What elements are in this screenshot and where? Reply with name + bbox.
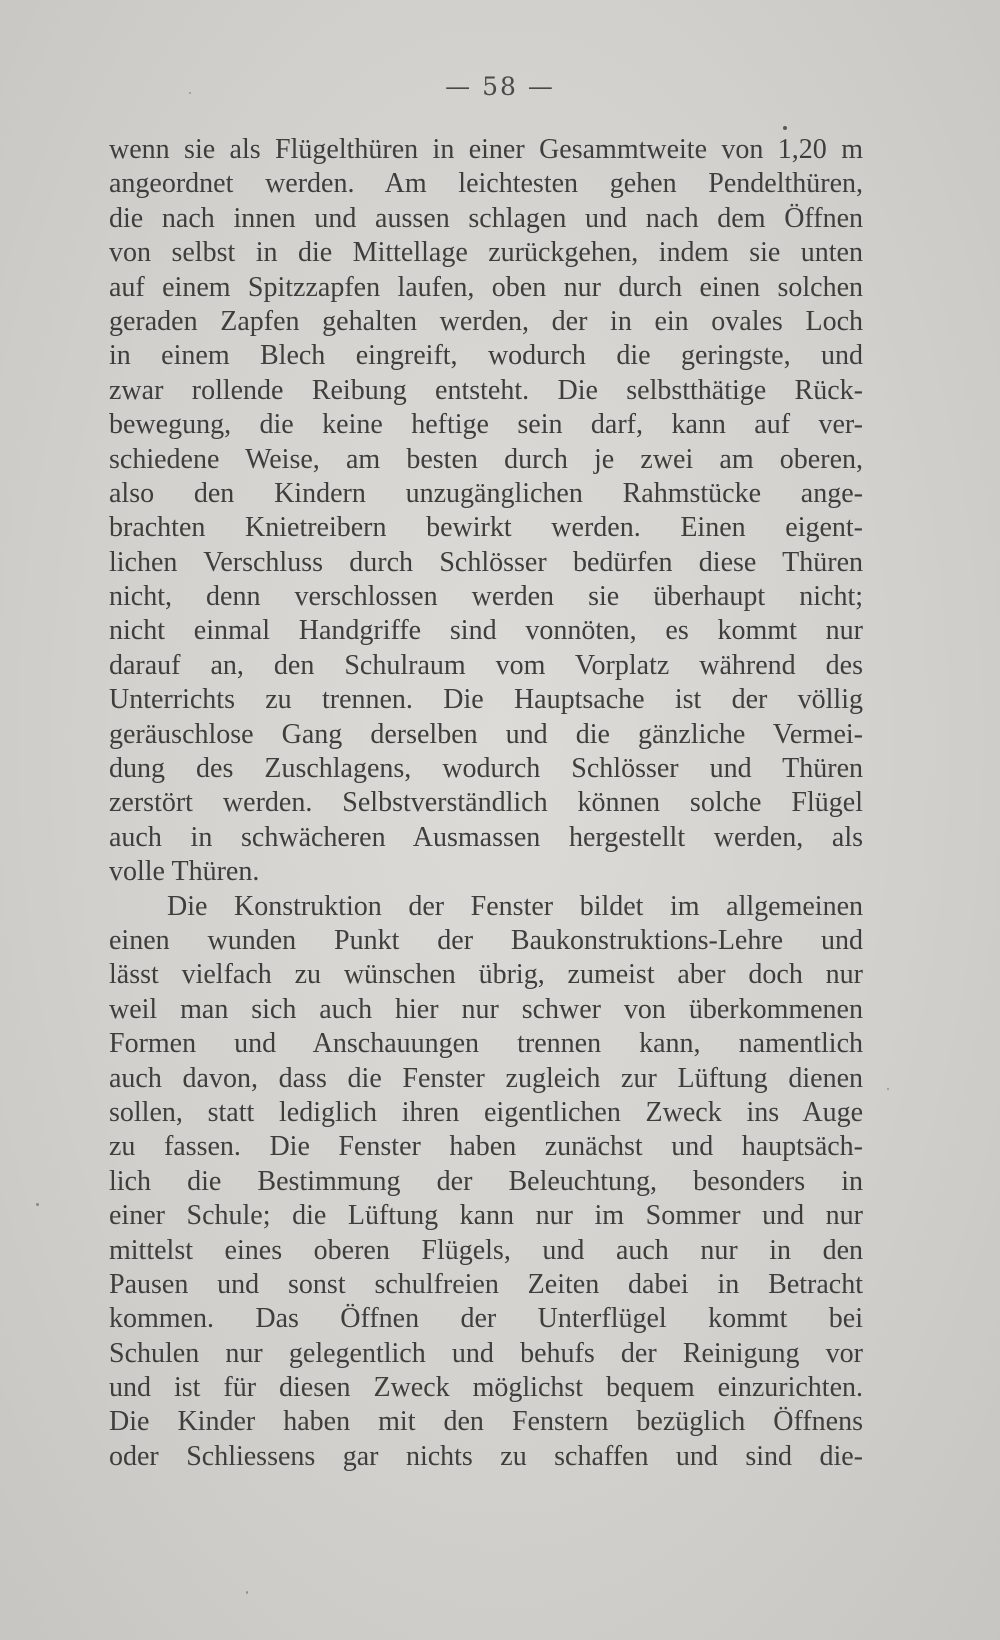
text-line: zerstört werden. Selbstverständlich können solche Flügel <box>109 787 863 819</box>
text-line: zwar rollende Reibung entsteht. Die selbstthätige Rück- <box>109 374 863 406</box>
text-line: weil man sich auch hier nur schwer von überkommenen <box>109 993 863 1025</box>
text-line: geräuschlose Gang derselben und die gänzliche Vermei- <box>109 718 863 750</box>
text-line: brachten Knietreibern bewirkt werden. Einen eigent- <box>109 512 863 544</box>
text-line: lichen Verschluss durch Schlösser bedürfen diese Thüren <box>109 546 863 578</box>
paper-speck <box>887 1088 889 1090</box>
text-line: lich die Bestimmung der Beleuchtung, besonders in <box>109 1165 863 1197</box>
paragraph-start-line: Die Konstruktion der Fenster bildet im allgemeinen <box>167 890 863 922</box>
text-line: Die Kinder haben mit den Fenstern bezüglich Öffnens <box>109 1406 863 1438</box>
text-line: einen wunden Punkt der Baukonstruktions-Lehre und <box>109 924 863 956</box>
text-line: schiedene Weise, am besten durch je zwei am oberen, <box>109 443 863 475</box>
text-line: wenn sie als Flügelthüren in einer Gesammtweite von 1,20 m <box>109 134 863 165</box>
paper-speck <box>36 1203 39 1206</box>
text-line: nicht einmal Handgriffe sind vonnöten, es kommt nur <box>109 615 863 647</box>
text-line: kommen. Das Öffnen der Unterflügel kommt bei <box>109 1303 863 1335</box>
text-line: auch in schwächeren Ausmassen hergestellt werden, als <box>109 821 863 853</box>
body-text <box>109 133 863 1474</box>
text-line: dung des Zuschlagens, wodurch Schlösser und Thüren <box>109 753 863 785</box>
text-line: und ist für diesen Zweck möglichst bequem einzurichten. <box>109 1372 863 1404</box>
text-line: angeordnet werden. Am leichtesten gehen Pendelthüren, <box>109 168 863 200</box>
text-line: die nach innen und aussen schlagen und nach dem Öffnen <box>109 202 863 234</box>
text-line: Formen und Anschauungen trennen kann, namentlich <box>109 1028 863 1060</box>
paper-speck <box>189 92 191 94</box>
text-line: von selbst in die Mittellage zurückgehen, indem sie unten <box>109 237 863 269</box>
text-line: einer Schule; die Lüftung kann nur im Sommer und nur <box>109 1200 863 1232</box>
text-line: zu fassen. Die Fenster haben zunächst und hauptsäch- <box>109 1131 863 1163</box>
text-line: Schulen nur gelegentlich und behufs der Reinigung vor <box>109 1337 863 1369</box>
text-line: auch davon, dass die Fenster zugleich zur Lüftung dienen <box>109 1062 863 1094</box>
paper-speck <box>783 126 787 130</box>
text-line: nicht, denn verschlossen werden sie überhaupt nicht; <box>109 581 863 613</box>
paragraph-end-line: volle Thüren. <box>109 856 260 888</box>
text-line: sollen, statt lediglich ihren eigentlichen Zweck ins Auge <box>109 1096 863 1128</box>
text-line: also den Kindern unzugänglichen Rahmstücke ange- <box>109 477 863 509</box>
text-line: oder Schliessens gar nichts zu schaffen und sind die- <box>109 1440 863 1472</box>
text-line: darauf an, den Schulraum vom Vorplatz während des <box>109 649 863 681</box>
text-line: Pausen und sonst schulfreien Zeiten dabei in Betracht <box>109 1268 863 1300</box>
text-line: lässt vielfach zu wünschen übrig, zumeist aber doch nur <box>109 959 863 991</box>
text-line: Unterrichts zu trennen. Die Hauptsache ist der völlig <box>109 684 863 716</box>
paper-speck <box>246 1591 248 1594</box>
text-line: auf einem Spitzzapfen laufen, oben nur durch einen solchen <box>109 271 863 303</box>
text-line: mittelst eines oberen Flügels, und auch nur in den <box>109 1234 863 1266</box>
text-line: in einem Blech eingreift, wodurch die geringste, und <box>109 340 863 372</box>
text-line: bewegung, die keine heftige sein darf, kann auf ver- <box>109 409 863 441</box>
text-line: geraden Zapfen gehalten werden, der in ein ovales Loch <box>109 305 863 337</box>
page-number: — 58 — <box>445 72 555 101</box>
